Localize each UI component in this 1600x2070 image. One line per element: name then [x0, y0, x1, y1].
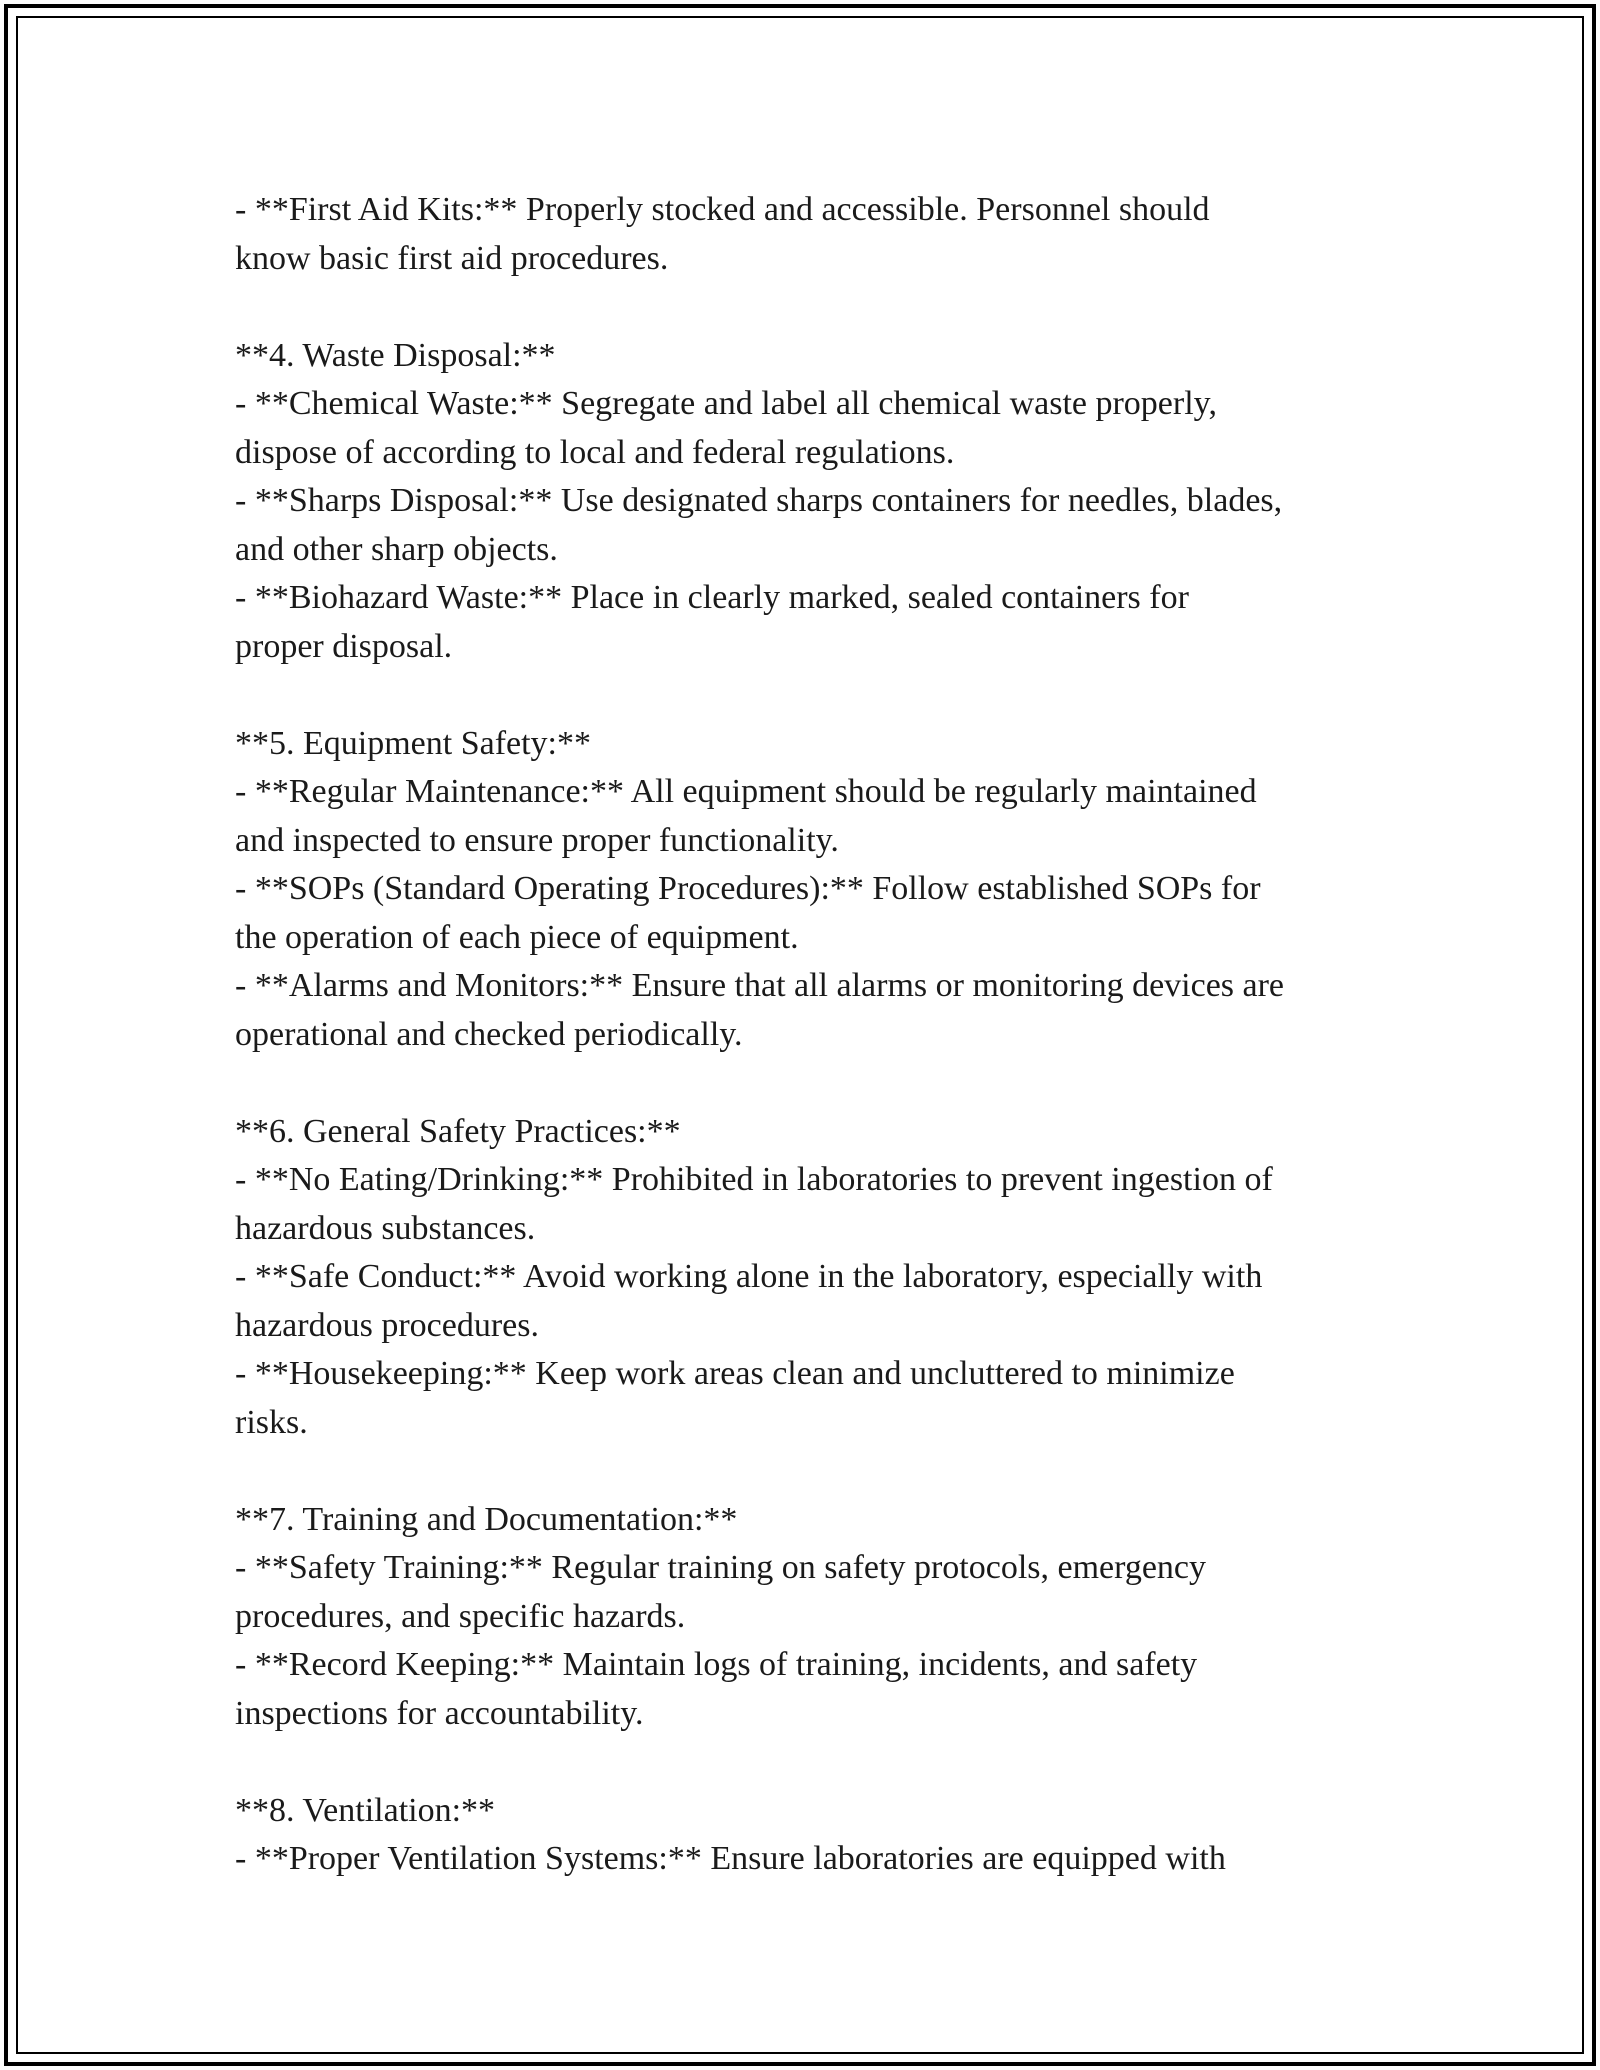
text-line: procedures, and specific hazards.: [235, 1597, 686, 1635]
text-line: - **Sharps Disposal:** Use designated sharps containers for needles, blades,: [235, 482, 1283, 519]
text-line: dispose of according to local and federal regulations.: [235, 433, 955, 471]
text-line: risks.: [235, 1403, 308, 1441]
section-heading: **8. Ventilation:**: [235, 1791, 496, 1829]
text-line: and inspected to ensure proper functionality.: [235, 821, 839, 859]
paragraph-gap: [235, 671, 1395, 720]
text-line: - **Safe Conduct:** Avoid working alone in the laboratory, especially with: [235, 1258, 1263, 1295]
text-line: hazardous substances.: [235, 1209, 536, 1247]
section-heading: **6. General Safety Practices:**: [235, 1112, 681, 1150]
paragraph-gap: [235, 1059, 1395, 1108]
text-line: inspections for accountability.: [235, 1694, 644, 1732]
text-line: the operation of each piece of equipment.: [235, 918, 799, 956]
paragraph-gap: [235, 1738, 1395, 1787]
text-line: - **Safety Training:** Regular training on safety protocols, emergency: [235, 1549, 1207, 1586]
text-line: know basic first aid procedures.: [235, 239, 669, 277]
text-line: - **Record Keeping:** Maintain logs of training, incidents, and safety: [235, 1646, 1198, 1683]
text-line: - **Chemical Waste:** Segregate and label all chemical waste properly,: [235, 385, 1217, 422]
text-line: - **No Eating/Drinking:** Prohibited in laboratories to prevent ingestion of: [235, 1161, 1273, 1198]
text-line: - **Regular Maintenance:** All equipment should be regularly maintained: [235, 773, 1257, 810]
text-line: operational and checked periodically.: [235, 1015, 743, 1053]
section-heading: **4. Waste Disposal:**: [235, 336, 556, 374]
section-heading: **7. Training and Documentation:**: [235, 1500, 738, 1538]
text-line: - **Biohazard Waste:** Place in clearly marked, sealed containers for: [235, 579, 1189, 616]
text-line: - **First Aid Kits:** Properly stocked and accessible. Personnel should: [235, 191, 1210, 228]
paragraph-gap: [235, 1447, 1395, 1496]
document-body: [235, 186, 1395, 1884]
text-line: - **SOPs (Standard Operating Procedures):** Follow established SOPs for: [235, 870, 1261, 907]
section-heading: **5. Equipment Safety:**: [235, 724, 592, 762]
text-line: and other sharp objects.: [235, 530, 558, 568]
text-line: - **Alarms and Monitors:** Ensure that all alarms or monitoring devices are: [235, 967, 1285, 1004]
text-line: - **Proper Ventilation Systems:** Ensure laboratories are equipped with: [235, 1840, 1226, 1877]
paragraph-gap: [235, 283, 1395, 332]
text-line: hazardous procedures.: [235, 1306, 539, 1344]
text-line: - **Housekeeping:** Keep work areas clean and uncluttered to minimize: [235, 1355, 1235, 1392]
text-line: proper disposal.: [235, 627, 453, 665]
